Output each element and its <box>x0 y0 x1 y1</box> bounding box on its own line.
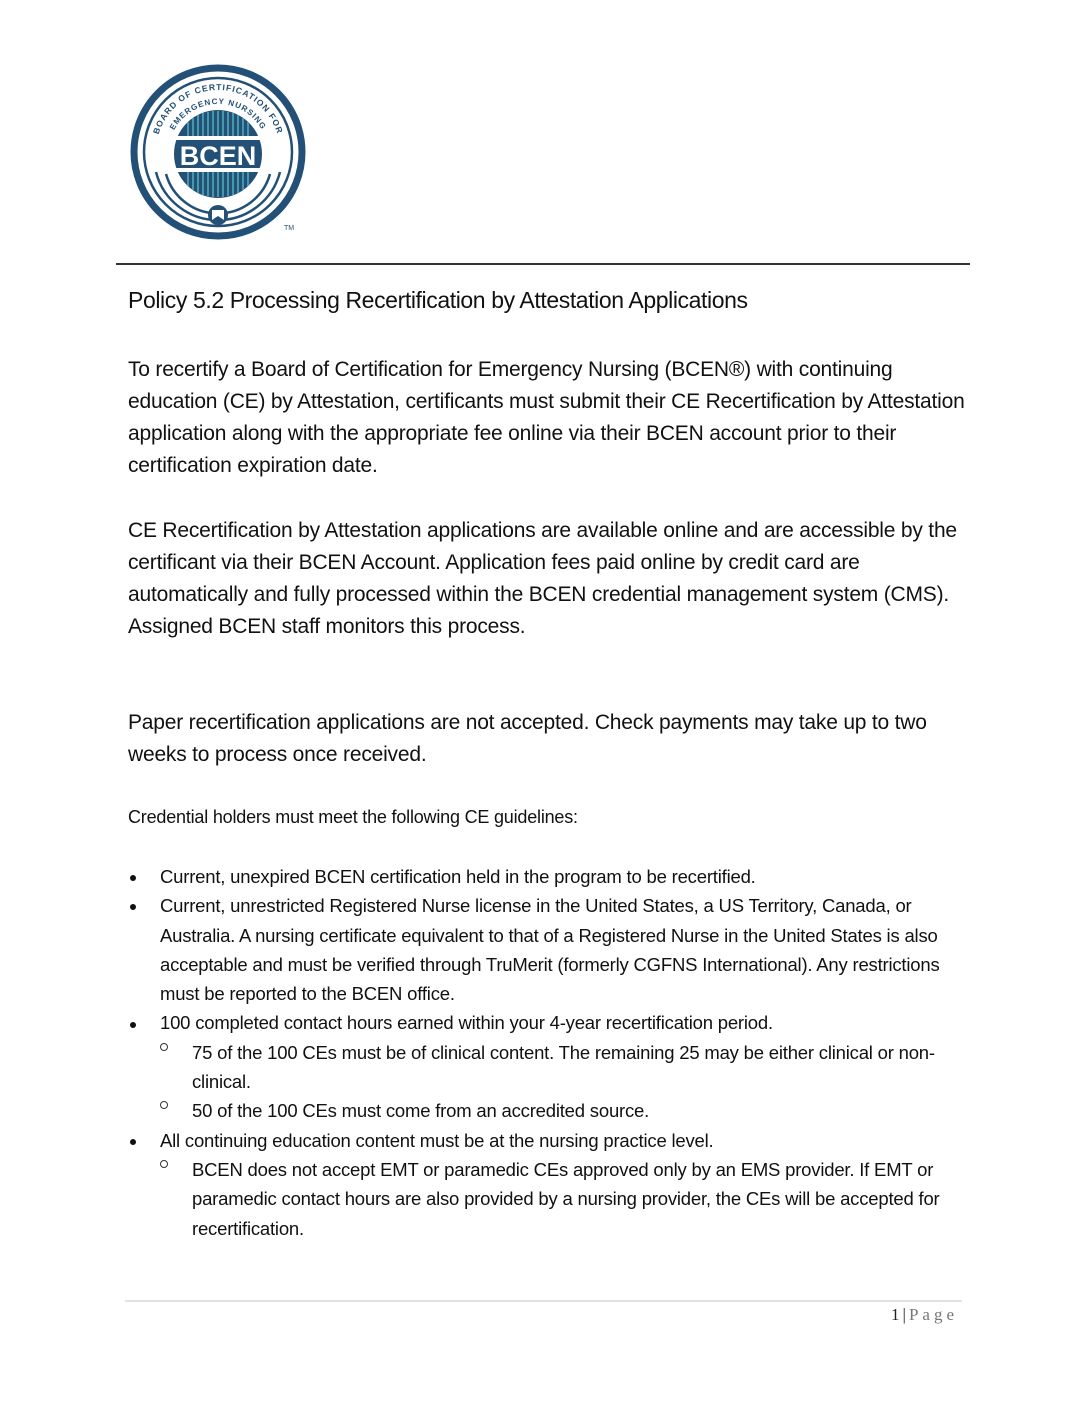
guideline-subtext: 75 of the 100 CEs must be of clinical content. The remaining 25 may be either clinical or non-clinical. <box>192 1041 935 1093</box>
guideline-subitem <box>128 1038 968 1097</box>
guideline-subtext: 50 of the 100 CEs must come from an accredited source. <box>192 1100 650 1122</box>
paragraph-paper-applications: Paper recertification applications are not accepted. Check payments may take up to two weeks to process once received. <box>128 711 927 766</box>
bcen-seal-icon <box>126 62 311 242</box>
svg-text:BCEN: BCEN <box>179 141 257 171</box>
guidelines-intro: Credential holders must meet the following CE guidelines: <box>128 807 578 827</box>
guideline-item <box>128 1008 968 1037</box>
policy-title: Policy 5.2 Processing Recertification by Attestation Applications <box>128 287 748 313</box>
page-number-value: 1 <box>891 1305 900 1324</box>
svg-text:TM: TM <box>284 225 295 232</box>
paragraph-recertify: To recertify a Board of Certification for Emergency Nursing (BCEN®) with continuing education (CE) by Attestation, certificants must submit their CE Recertification by Attestation application along with the appropriate fee online via their BCEN account prior to their certification expiration date. <box>128 358 965 477</box>
guideline-subitem <box>128 1096 968 1125</box>
page-label: Page <box>908 1305 958 1324</box>
guideline-text: All continuing education content must be at the nursing practice level. <box>160 1129 714 1151</box>
hollow-bullet-icon <box>160 1032 168 1061</box>
guideline-text: Current, unexpired BCEN certification held in the program to be recertified. <box>160 866 756 887</box>
bullet-icon <box>128 891 138 920</box>
bullet-icon <box>128 1008 138 1037</box>
guideline-subitem <box>128 1155 968 1243</box>
guideline-item <box>128 862 968 891</box>
svg-text:BOARD OF CERTIFICATION FOR: BOARD OF CERTIFICATION FOR <box>150 81 286 136</box>
guideline-text: 100 completed contact hours earned within your 4-year recertification period. <box>160 1012 773 1034</box>
footer-divider <box>125 1300 962 1302</box>
header-divider <box>116 263 970 265</box>
hollow-bullet-icon <box>160 1149 168 1178</box>
bullet-icon <box>128 862 138 891</box>
guideline-item <box>128 1126 968 1155</box>
guideline-subtext: BCEN does not accept EMT or paramedic CEs approved only by an EMS provider. If EMT or paramedic contact hours are also provided by a nursing provider, the CEs will be accepted for recertification. <box>192 1158 940 1239</box>
svg-text:EMERGENCY NURSING: EMERGENCY NURSING <box>167 96 269 132</box>
guidelines-list <box>128 862 968 1243</box>
bcen-logo <box>126 62 311 242</box>
paragraph-online-applications: CE Recertification by Attestation applications are available online and are accessible by the certificant via their BCEN Account. Application fees paid online by credit card are automatically and fully processed within the BCEN credential management system (CMS). Assigned BCEN staff monitors this process. <box>128 519 957 638</box>
guideline-text: Current, unrestricted Registered Nurse license in the United States, a US Territory, Canada, or Australia. A nursing certificate equivalent to that of a Registered Nurse in the United States is also acceptable and must be verified through TruMerit (formerly CGFNS International). Any restrictions must be reported to the BCEN office. <box>160 895 940 1005</box>
bullet-icon <box>128 1126 138 1155</box>
page-separator: | <box>902 1305 906 1324</box>
page-number <box>891 1305 958 1325</box>
hollow-bullet-icon <box>160 1090 168 1119</box>
guideline-item <box>128 891 968 1008</box>
